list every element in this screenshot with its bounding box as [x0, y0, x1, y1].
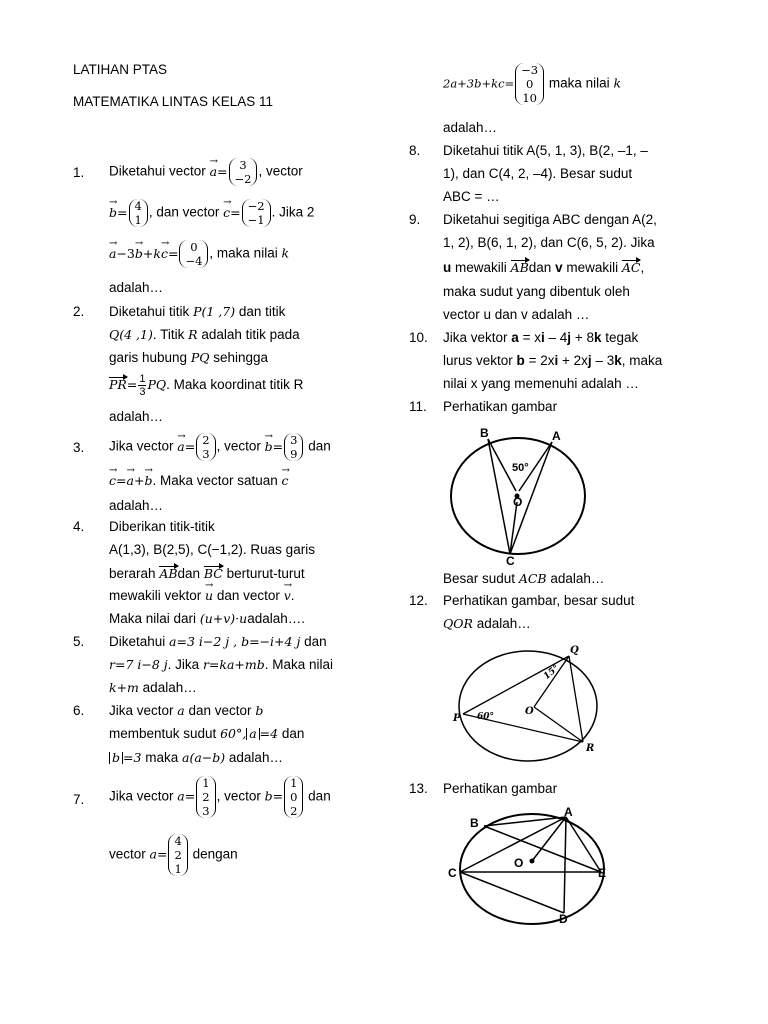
q9-line2: 1, 2), B(6, 1, 2), dan C(6, 5, 2). Jika: [443, 235, 655, 250]
q1-vector-a: 3 −2: [229, 158, 258, 186]
q11-line1: Perhatikan gambar: [443, 399, 558, 414]
q2-line3: garis hubung PQ sehingga: [109, 350, 269, 365]
q5-number: 5.: [73, 634, 85, 649]
q9-line1: Diketahui segitiga ABC dengan A(2,: [443, 212, 657, 227]
q9-line5: vector u dan v adalah …: [443, 307, 590, 322]
q12-label-r: R: [586, 743, 595, 754]
q7-line4: adalah…: [443, 120, 498, 135]
q12-label-q: Q: [570, 645, 579, 656]
q1-line4: adalah…: [109, 280, 164, 295]
q12-number: 12.: [409, 593, 428, 608]
q6-line2: membentuk sudut 60°, a =4 dan: [109, 726, 305, 741]
q11-angle-label: 50°: [512, 462, 529, 474]
q12-line1: Perhatikan gambar, besar sudut: [443, 593, 635, 608]
q6-line3: b =3 maka a(a−b) adalah…: [109, 751, 283, 765]
q7-line2: vector a= 4 2 1 dengan: [109, 834, 238, 876]
q2-line1: Diketahui titik P(1 ,7) dan titik: [109, 304, 286, 319]
q4-line5: Maka nilai dari (u+v)·uadalah….: [109, 611, 305, 626]
q1-line3: → a−3→ b+k→ c= 0 −4 , maka nilai k: [109, 240, 289, 268]
q3-line1: Jika vector → a= 2 3 , vector → b= 3 9 dan: [109, 433, 331, 461]
q4-number: 4.: [73, 519, 85, 534]
q11-label-o: O: [513, 495, 523, 509]
page-subtitle: MATEMATIKA LINTAS KELAS 11: [73, 94, 274, 109]
q5-line2: r=7 i−8 j. Jika r=ka+mb. Maka nilai: [109, 657, 334, 672]
q11-label-c: C: [506, 554, 515, 568]
page-title: LATIHAN PTAS: [73, 62, 168, 77]
q13-figure: [444, 803, 619, 928]
q5-line1: Diketahui a=3 i−2 j , b=−i+4 j dan: [109, 634, 327, 649]
q12-line2: QOR adalah…: [443, 616, 531, 631]
q13-number: 13.: [409, 781, 428, 796]
q13-label-b: B: [470, 816, 479, 830]
q2-line2: Q(4 ,1). Titik R adalah titik pada: [109, 327, 300, 342]
q1-line2: → b= 4 1 , dan vector → c= −2 −1 . Jika 2: [109, 199, 314, 227]
q12-label-o: O: [525, 706, 534, 717]
q3-number: 3.: [73, 440, 85, 455]
q13-label-o: O: [514, 856, 524, 870]
q4-line4: mewakili vektor → u dan vector → v.: [109, 589, 295, 603]
q11-label-a: A: [552, 429, 561, 443]
q10-line3: nilai x yang memenuhi adalah …: [443, 376, 639, 391]
q12-angle-15: 15°: [542, 663, 562, 682]
q8-line3: ABC = …: [443, 189, 500, 204]
q1-line1: Diketahui vector → a= 3 −2 , vector: [109, 158, 303, 186]
q6-line1: Jika vector a dan vector b: [109, 703, 264, 718]
q9-line3: u mewakili ABdan v mewakili AC,: [443, 260, 645, 275]
q2-line5: adalah…: [109, 409, 164, 424]
q7-number: 7.: [73, 792, 85, 807]
q2-line4: PR= $\frac{1}{3}$ PQ. Maka koordinat titik R: [109, 373, 304, 398]
q12-angle-60: 60°: [477, 712, 495, 722]
q4-line1: Diberikan titik-titik: [109, 519, 215, 534]
q13-label-e: E: [598, 866, 607, 880]
q1-number: 1.: [73, 165, 85, 180]
q5-line3: k+m adalah…: [109, 680, 197, 695]
q11-figure: [440, 420, 600, 570]
q13-label-a: A: [564, 805, 573, 819]
q11-line2: Besar sudut ACB adalah…: [443, 571, 605, 586]
q8-number: 8.: [409, 143, 421, 158]
q7-line3: 2a+3b+kc= −3 0 10 maka nilai k: [443, 63, 622, 105]
q3-line2: → c=→ a+→ b. Maka vector satuan → c: [109, 474, 289, 488]
q12-figure: [445, 640, 610, 770]
q11-label-b: B: [480, 426, 489, 440]
q4-line2: A(1,3), B(2,5), C(−1,2). Ruas garis: [109, 542, 315, 557]
q12-label-p: P: [453, 713, 461, 724]
q11-number: 11.: [409, 399, 427, 414]
q10-line1: Jika vektor a = xi – 4j + 8k tegak: [443, 330, 639, 345]
q8-line1: Diketahui titik A(5, 1, 3), B(2, –1, –: [443, 143, 648, 158]
q4-line3: berarah ABdan BC berturut-turut: [109, 566, 305, 581]
q13-line1: Perhatikan gambar: [443, 781, 558, 796]
q9-line4: maka sudut yang dibentuk oleh: [443, 284, 630, 299]
q3-line3: adalah…: [109, 498, 164, 513]
q10-line2: lurus vektor b = 2xi + 2xj – 3k, maka: [443, 353, 663, 368]
q10-number: 10.: [409, 330, 428, 345]
q13-label-d: D: [559, 912, 568, 926]
q8-line2: 1), dan C(4, 2, –4). Besar sudut: [443, 166, 633, 181]
q7-line1: Jika vector a= 1 2 3 , vector b= 1 0 2 dan: [109, 776, 331, 818]
q6-number: 6.: [73, 703, 85, 718]
q9-number: 9.: [409, 212, 421, 227]
q2-number: 2.: [73, 304, 85, 319]
q13-label-c: C: [448, 866, 457, 880]
